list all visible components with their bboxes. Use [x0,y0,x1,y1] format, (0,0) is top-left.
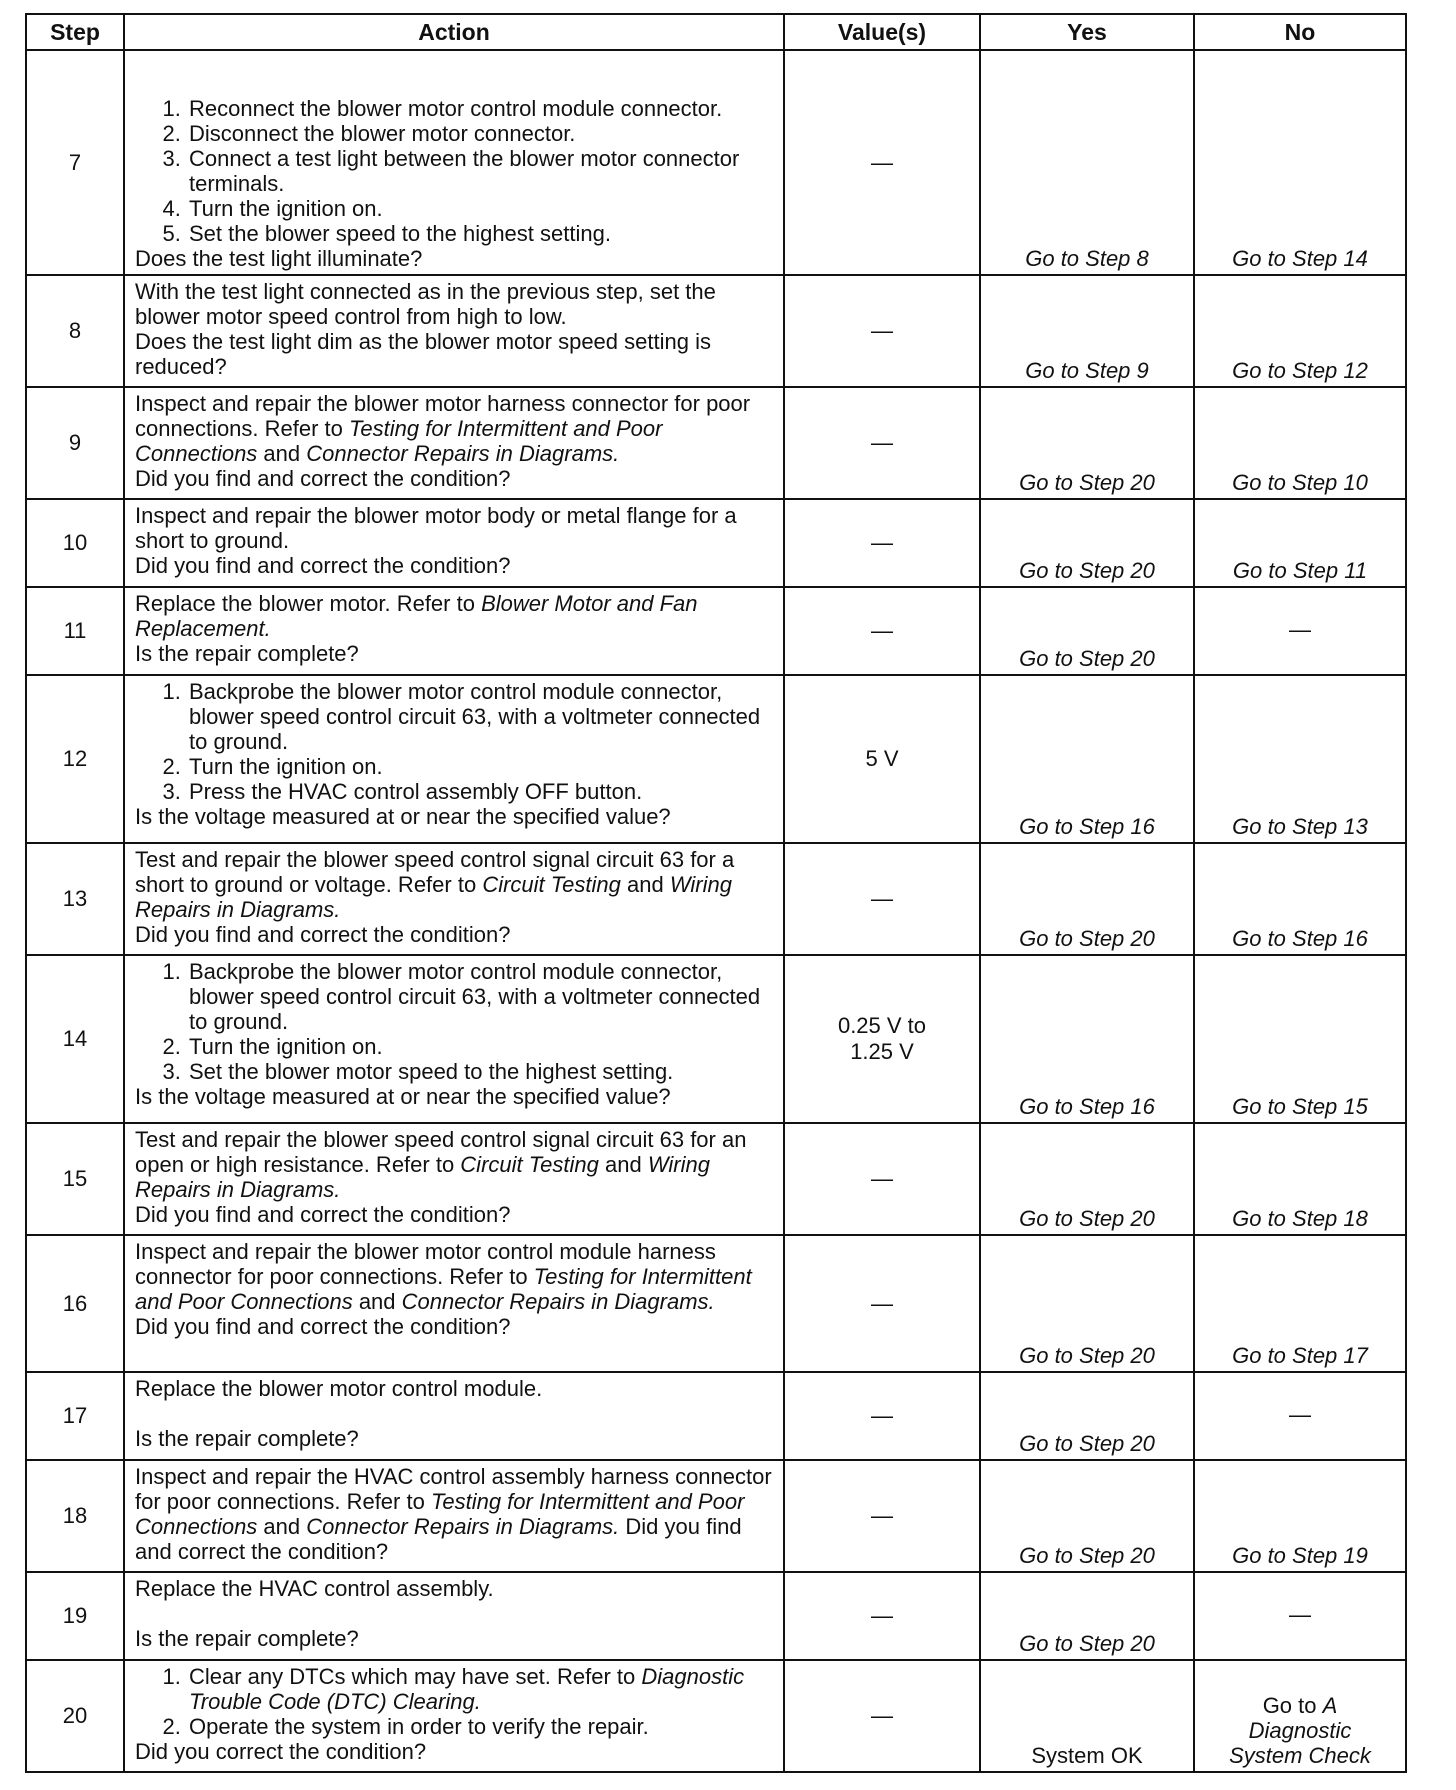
step-number: 7 [26,50,124,275]
yes-cell: Go to Step 20 [980,1372,1194,1460]
action-cell [124,499,784,587]
action-question: Did you find and correct the condition? [135,466,511,491]
header-no: No [1194,14,1406,50]
action-cell [124,1660,784,1772]
header-values: Value(s) [784,14,980,50]
action-question: Does the test light illuminate? [135,246,423,271]
reference-link: Diagnostic Trouble Code (DTC) Clearing. [189,1664,745,1714]
yes-cell: Go to Step 16 [980,955,1194,1123]
action-list [135,959,773,1084]
value-cell: — [784,1123,980,1235]
action-text [135,1464,773,1564]
list-item: 2. Turn the ignition on. [187,754,773,779]
list-item: 4. Turn the ignition on. [187,196,773,221]
value-cell: — [784,275,980,387]
step-number: 18 [26,1460,124,1572]
reference-link: Wiring Repairs in Diagrams. [135,872,732,922]
action-cell [124,1372,784,1460]
list-item: 3. Set the blower motor speed to the highest setting. [187,1059,773,1084]
action-question: Did you find and correct the condition? [135,1314,511,1339]
action-cell [124,1460,784,1572]
list-item: 1. Reconnect the blower motor control module connector. [187,96,773,121]
text-run: and [598,1152,648,1177]
reference-link: Connector Repairs in Diagrams. [306,1514,620,1539]
action-text [135,1127,773,1202]
action-question: Does the test light dim as the blower motor speed setting is reduced? [135,329,711,379]
value-line: 0.25 V to [837,1013,927,1038]
step-number: 11 [26,587,124,675]
action-question: Did you correct the condition? [135,1739,427,1764]
no-line [1195,1693,1405,1718]
value-cell: — [784,1460,980,1572]
action-cell [124,1123,784,1235]
diagnostic-table-page [25,13,1405,1773]
table-row [26,275,1406,387]
text-run: and [352,1289,402,1314]
yes-cell: Go to Step 20 [980,1460,1194,1572]
reference-link: Circuit Testing [460,1152,599,1177]
reference-link: Connector Repairs in Diagrams. [306,441,620,466]
no-cell: — [1194,1372,1406,1460]
action-question: Is the repair complete? [135,1426,359,1451]
action-text [135,847,773,922]
action-question: Did you find and correct the condition? [135,553,511,578]
no-line: System Check [1229,1743,1371,1768]
reference-link: Wiring Repairs in Diagrams. [135,1152,710,1202]
table-row [26,1235,1406,1372]
action-text: Inspect and repair the blower motor body or metal flange for a short to ground. [135,503,737,553]
reference-link: Testing for Intermittent and Poor Connections [135,1264,752,1314]
reference-link: A [1322,1693,1338,1718]
table-row [26,955,1406,1123]
text-run: and [620,872,670,897]
header-yes: Yes [980,14,1194,50]
yes-cell: Go to Step 20 [980,1572,1194,1660]
table-row [26,50,1406,275]
step-number: 20 [26,1660,124,1772]
action-text [135,391,773,466]
value-cell: — [784,1372,980,1460]
table-row [26,499,1406,587]
list-item [187,1664,773,1714]
list-item: 5. Set the blower speed to the highest setting. [187,221,773,246]
text-run: and [257,1514,307,1539]
value-cell: — [784,387,980,499]
header-step: Step [26,14,124,50]
action-question: Is the repair complete? [135,641,359,666]
spacer [135,1601,773,1626]
no-cell: Go to Step 12 [1194,275,1406,387]
no-cell: — [1194,587,1406,675]
reference-link: Blower Motor and Fan Replacement. [135,591,698,641]
no-cell: Go to Step 16 [1194,843,1406,955]
value-cell: 5 V [784,675,980,843]
yes-cell: Go to Step 20 [980,587,1194,675]
yes-cell: Go to Step 20 [980,499,1194,587]
text-run: Test and repair the blower speed control signal circuit 63 for a short to ground or voltage. Refer to [135,847,735,897]
list-item: 1. Backprobe the blower motor control module connector, blower speed control circuit 63, with a voltmeter connected to ground. [187,959,773,1034]
yes-cell: Go to Step 16 [980,675,1194,843]
text-run: Replace the blower motor. Refer to [135,591,482,616]
yes-cell: System OK [980,1660,1194,1772]
step-number: 10 [26,499,124,587]
value-cell: — [784,843,980,955]
list-item: 2. Turn the ignition on. [187,1034,773,1059]
yes-cell: Go to Step 20 [980,843,1194,955]
header-action: Action [124,14,784,50]
value-cell: — [784,499,980,587]
no-cell: Go to Step 11 [1194,499,1406,587]
text-run: and [257,441,307,466]
action-cell [124,387,784,499]
table-row [26,843,1406,955]
table-row [26,1372,1406,1460]
list-item: 1. Backprobe the blower motor control module connector, blower speed control circuit 63, with a voltmeter connected to ground. [187,679,773,754]
no-cell: Go to Step 14 [1194,50,1406,275]
table-row [26,1572,1406,1660]
action-question: Did you find and correct the condition? [135,1514,742,1564]
text-run: Test and repair the blower speed control signal circuit 63 for an open or high resistance. Refer to [135,1127,747,1177]
step-number: 16 [26,1235,124,1372]
value-cell: — [784,587,980,675]
no-cell: Go to Step 18 [1194,1123,1406,1235]
no-cell: Go to Step 15 [1194,955,1406,1123]
step-number: 12 [26,675,124,843]
list-item: 3. Connect a test light between the blower motor connector terminals. [187,146,773,196]
action-list [135,1664,773,1739]
action-list [135,96,773,246]
step-number: 13 [26,843,124,955]
no-cell: — [1194,1572,1406,1660]
yes-cell: Go to Step 20 [980,387,1194,499]
text-run: Go to [1262,1693,1323,1718]
table-header-row [26,14,1406,50]
table-row [26,1123,1406,1235]
action-question: Is the repair complete? [135,1626,359,1651]
table-row [26,587,1406,675]
no-cell: Go to Step 17 [1194,1235,1406,1372]
action-question: Did you find and correct the condition? [135,1202,511,1227]
no-cell: Go to Step 19 [1194,1460,1406,1572]
text-run: Inspect and repair the HVAC control assembly harness connector for poor connections. Refer to [135,1464,772,1514]
yes-cell: Go to Step 8 [980,50,1194,275]
value-cell: — [784,50,980,275]
action-cell [124,1572,784,1660]
step-number: 17 [26,1372,124,1460]
reference-link: Circuit Testing [482,872,621,897]
action-cell [124,50,784,275]
value-cell: — [784,1572,980,1660]
action-cell [124,587,784,675]
yes-cell: Go to Step 20 [980,1123,1194,1235]
action-text: With the test light connected as in the previous step, set the blower motor speed control from high to low. [135,279,716,329]
spacer [135,1401,773,1426]
value-cell [784,955,980,1123]
action-question: Is the voltage measured at or near the specified value? [135,1084,671,1109]
value-cell: — [784,1235,980,1372]
text-run: Inspect and repair the blower motor harness connector for poor connections. Refer to [135,391,751,441]
reference-link: Connector Repairs in Diagrams. [401,1289,715,1314]
value-cell: — [784,1660,980,1772]
action-cell [124,843,784,955]
step-number: 9 [26,387,124,499]
action-text: Replace the blower motor control module. [135,1376,543,1401]
step-number: 8 [26,275,124,387]
action-text [135,1239,773,1314]
table-row [26,1660,1406,1772]
action-cell [124,955,784,1123]
action-list [135,679,773,804]
action-cell [124,1235,784,1372]
no-cell: Go to Step 10 [1194,387,1406,499]
yes-cell: Go to Step 20 [980,1235,1194,1372]
step-number: 19 [26,1572,124,1660]
reference-link: Testing for Intermittent and Poor Connections [135,416,663,466]
text-run: Clear any DTCs which may have set. Refer to [189,1664,642,1689]
action-question: Is the voltage measured at or near the specified value? [135,804,671,829]
list-item: 2. Disconnect the blower motor connector. [187,121,773,146]
action-text: Replace the HVAC control assembly. [135,1576,494,1601]
list-item: 3. Press the HVAC control assembly OFF button. [187,779,773,804]
text-run: Inspect and repair the blower motor control module harness connector for poor connections. Refer to [135,1239,716,1289]
action-cell [124,275,784,387]
diagnostic-table [25,13,1407,1773]
no-cell [1194,1660,1406,1772]
table-row [26,1460,1406,1572]
table-row [26,387,1406,499]
reference-link: Testing for Intermittent and Poor Connections [135,1489,745,1539]
value-line: 1.25 V [850,1039,914,1064]
no-cell: Go to Step 13 [1194,675,1406,843]
list-item: 2. Operate the system in order to verify the repair. [187,1714,773,1739]
table-row [26,675,1406,843]
no-line: Diagnostic [1248,1718,1352,1743]
action-cell [124,675,784,843]
step-number: 14 [26,955,124,1123]
yes-cell: Go to Step 9 [980,275,1194,387]
step-number: 15 [26,1123,124,1235]
action-question: Did you find and correct the condition? [135,922,511,947]
action-text [135,591,773,641]
